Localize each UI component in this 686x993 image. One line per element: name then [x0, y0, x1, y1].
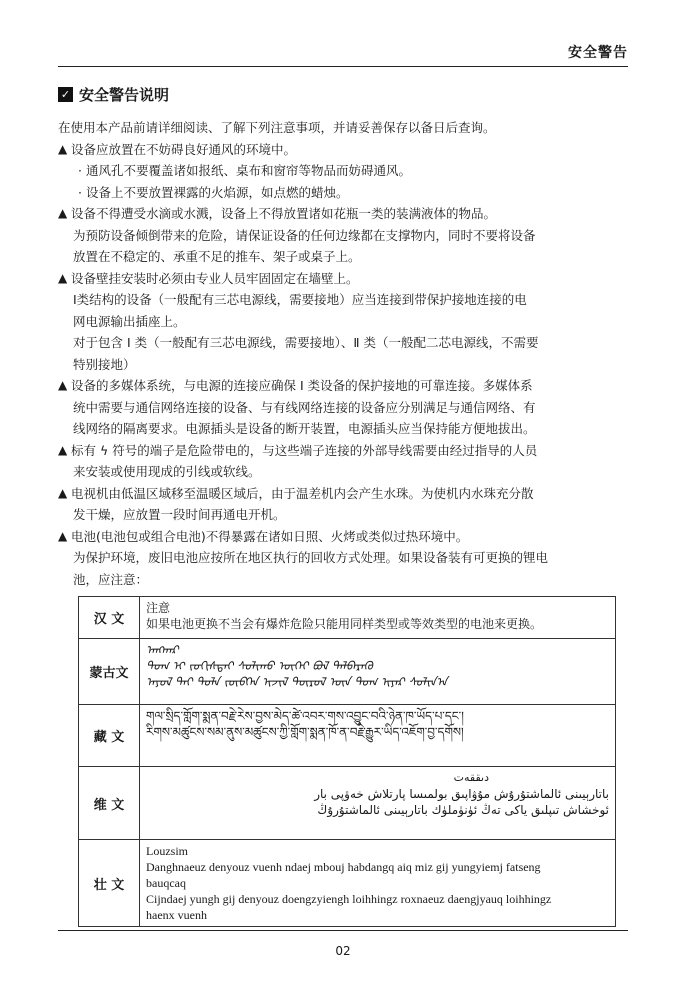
warning-item: ▲ 设备壁挂安装时必须由专业人员牢固固定在墙壁上。 — [58, 268, 633, 290]
table-row — [79, 705, 616, 767]
section-title: 安全警告说明 — [79, 86, 170, 104]
language-label: 壮 文 — [79, 840, 140, 927]
page-header — [58, 38, 628, 67]
footer-rule — [58, 930, 628, 931]
table-row — [79, 597, 616, 639]
warning-item: ▲ 设备的多媒体系统，与电源的连接应确保 Ⅰ 类设备的保护接地的可靠连接。多媒体系 — [58, 375, 633, 397]
table-row — [79, 639, 616, 705]
warning-icon: ▲ — [58, 206, 68, 220]
language-label: 汉 文 — [79, 597, 140, 639]
page-number: 02 — [335, 944, 351, 958]
translation-cell: 注意 如果电池更换不当会有爆炸危险只能用同样类型或等效类型的电池来更换。 — [140, 597, 616, 639]
section-heading — [58, 84, 169, 106]
translation-cell: གལ་སྲིད་གློག་སྨན་བརྗེ་རེས་བྱས་མེད་ཚེ་འབར་གས་འབྱུང་བའི་ཉེན་ཁ་ཡོད་པ་དང་། རིགས་མཚུངས་སམ་ནུས་མཚུངས་ཀྱི་གློག་སྨན་ཁོ་ན་བརྗེ་རྒྱུར་ཡིད་འཇོག་བྱ་དགོས། — [140, 705, 616, 767]
translation-cell: Louzsim Danghnaeuz denyouz vuenh ndaej mbouj habdangq aiq miz gij yungyiemj fatseng bauqcaq Cijndaej yungh gij denyouz doengzyiengh loihhingz roxnaeuz daengjyauq loihhingz haenx vuenh — [140, 840, 616, 927]
language-label: 蒙古文 — [79, 639, 140, 705]
warning-icon: ▲ — [58, 141, 68, 156]
warning-item: ▲ 电池(电池包或组合电池)不得暴露在诸如日照、火烤或类似过热环境中。 — [58, 526, 633, 548]
checkbox-icon: ✓ — [58, 87, 73, 102]
warning-body: 在使用本产品前请详细阅读、了解下列注意事项，并请妥善保存以备日后查询。 ▲ 设备应放置在不妨碍良好通风的环境中。 · 通风孔不要覆盖诸如报纸、桌布和窗帘等物品而妨碍通风。 · 设备上不要放置裸露的火焰源，如点燃的蜡烛。 ▲ 设备不得遭受水滴或水溅，设备上不得放置诸如花瓶一类的装满液体的物品。 为预防设备倾倒带来的危险，请保证设备的任何边缘都在支撑物内，同时不要将设备 放置在不稳定的、承重不足的推车、架子或桌子上。 ▲ 设备壁挂安装时必须由专业人员牢固固定在墙壁上。 Ⅰ类结构的设备（一般配有三芯电源线，需要接地）应当连接到带保护接地连接的电 网电源输出插座上。 对于包含 Ⅰ 类（一般配有三芯电源线，需要接地）、Ⅱ 类（一般配二芯电源线，不需要 特别接地） ▲ 设备的多媒体系统，与电源的连接应确保 Ⅰ 类设备的保护接地的可靠连接。多媒体系 统中需要与通信网络连接的设备、与有线网络连接的设备应分别满足与通信网络、有 线网络的隔离要求。电源插头是设备的断开装置，电源插头应当保持能方便地拔出。 ▲ 标有 ϟ 符号的端子是危险带电的，与这些端子连接的外部导线需要由经过指导的人员 来安装或使用现成的引线或软线。 ▲ 电视机由低温区域移至温暖区域后，由于温差机内会产生水珠。为使机内水珠充分散 发干燥，应放置一段时间再通电开机。 ▲ 电池(电池包或组合电池)不得暴露在诸如日照、火烤或类似过热环境中。 为保护环境，废旧电池应按所在地区执行的回收方式处理。如果设备装有可更换的锂电 池，应注意： — [58, 117, 633, 590]
language-label: 维 文 — [79, 767, 140, 840]
translation-cell: دىققەت باتارېيىنى ئالماشتۇرۇش مۇۋاپىق بولمىسا پارتلاش خەۋپى بار ئوخشاش تىپلىق ياكى تەڭ ئۈنۈملۈك باتارېيىنى ئالماشتۇرۇڭ — [140, 767, 616, 840]
warning-item: ▲ 设备不得遭受水滴或水溅，设备上不得放置诸如花瓶一类的装满液体的物品。 — [58, 203, 633, 225]
warning-icon: ▲ — [58, 378, 68, 392]
warning-icon: ▲ — [58, 270, 68, 285]
warning-item: ▲ 设备应放置在不妨碍良好通风的环境中。 — [58, 139, 633, 161]
battery-warning-table — [78, 596, 616, 927]
translation-cell: ᠠᠩᠬᠠᠷ ᠲᠣᠭ ᠢ ᠵᠣᠬᠢᠰᠲᠠᠢ ᠰᠣᠯᠢᠬᠤ ᠦᠭᠡᠢ ᠪᠣᠯ ᠳᠡᠯᠪᠡᠷᠡᠬᠦ ᠠᠶᠤᠯ ᠲᠠᠢ ᠲᠤᠯᠠ ᠵᠥᠪᠬᠡᠨ ᠢᠵᠢᠯ ᠲᠥᠷᠥᠯ ᠦᠨ ᠲᠣᠭ ᠢᠶᠠᠷ ᠰᠣᠯᠢᠨ᠎ᠠ — [140, 639, 616, 705]
table-row — [79, 840, 616, 927]
warning-item: ▲ 标有 ϟ 符号的端子是危险带电的，与这些端子连接的外部导线需要由经过指导的人员 — [58, 440, 633, 462]
intro-text: 在使用本产品前请详细阅读、了解下列注意事项，并请妥善保存以备日后查询。 — [58, 120, 496, 135]
language-label: 藏 文 — [79, 705, 140, 767]
table-row — [79, 767, 616, 840]
warning-icon: ▲ — [58, 485, 68, 500]
warning-item: ▲ 电视机由低温区域移至温暖区域后，由于温差机内会产生水珠。为使机内水珠充分散 — [58, 483, 633, 505]
header-title: 安全警告 — [568, 45, 628, 61]
warning-icon: ▲ — [58, 528, 68, 543]
warning-icon: ▲ — [58, 442, 68, 457]
